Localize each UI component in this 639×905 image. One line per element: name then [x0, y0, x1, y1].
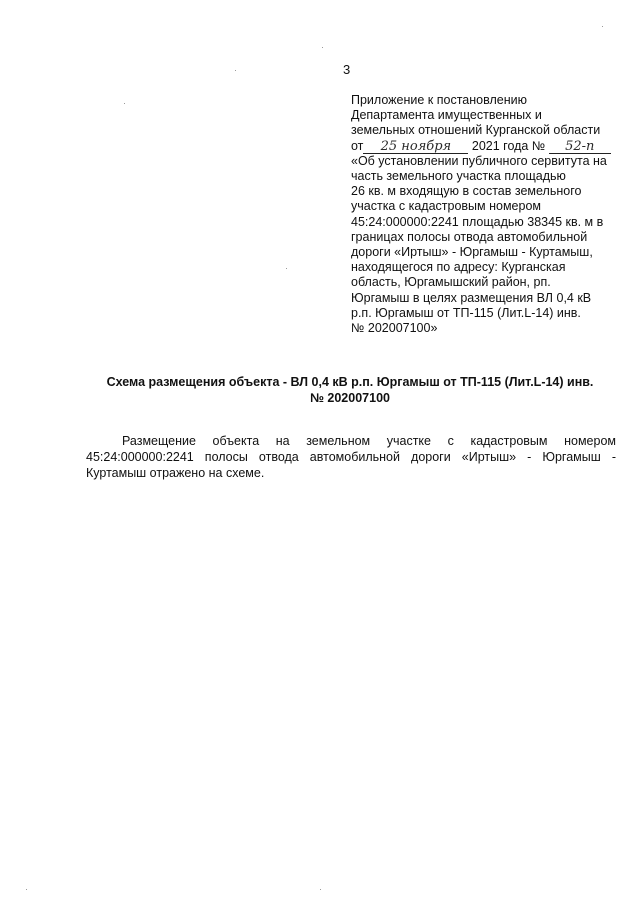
heading-line: Схема размещения объекта - ВЛ 0,4 кВ р.п. Юргамыш от ТП-115 (Лит.L-14) инв. — [106, 375, 594, 389]
annex-date-line — [351, 139, 631, 154]
annex-line: Приложение к постановлению — [351, 93, 527, 107]
annex-title-line: «Об установлении публичного сервитута на — [351, 153, 607, 168]
annex-title-line: область, Юргамышский район, рп. — [351, 275, 551, 290]
annex-title-line: часть земельного участка площадью — [351, 169, 566, 184]
body-line: Куртамыш отражено на схеме. — [86, 466, 265, 480]
annex-title-line: 26 кв. м входящую в состав земельного — [351, 184, 582, 199]
annex-title-line: № 202007100» — [351, 321, 438, 336]
scan-speck — [26, 889, 27, 890]
annex-block — [351, 93, 631, 336]
body-paragraph — [86, 433, 616, 481]
handwritten-date: 25 ноября — [363, 140, 468, 154]
handwritten-number: 52-п — [549, 140, 611, 154]
date-prefix: от — [351, 138, 364, 153]
date-suffix: 2021 года № — [471, 138, 546, 153]
body-line: 45:24:000000:2241 полосы отвода автомобильной дороги «Иртыш» - Юргамыш - — [86, 450, 616, 464]
annex-title-line: р.п. Юргамыш от ТП-115 (Лит.L-14) инв. — [351, 305, 581, 320]
annex-line: земельных отношений Курганской области — [351, 123, 601, 138]
body-line: Размещение объекта на земельном участке с кадастровым номером — [122, 434, 616, 448]
annex-title-line: участка с кадастровым номером — [351, 199, 541, 214]
scan-speck — [320, 889, 321, 890]
annex-title-line: дороги «Иртыш» - Юргамыш - Куртамыш, — [351, 245, 593, 260]
annex-title-line: 45:24:000000:2241 площадью 38345 кв. м в — [351, 214, 604, 229]
scan-speck — [602, 26, 603, 27]
scan-speck — [322, 47, 323, 48]
scan-speck — [235, 70, 236, 71]
scan-speck — [286, 268, 287, 269]
annex-title-line: границах полосы отвода автомобильной — [351, 229, 588, 244]
document-heading — [70, 374, 630, 406]
annex-title-line: Юргамыш в целях размещения ВЛ 0,4 кВ — [351, 290, 592, 305]
page-number: 3 — [343, 62, 351, 77]
annex-title-line: находящегося по адресу: Курганская — [351, 260, 566, 275]
scan-speck — [124, 103, 125, 104]
annex-line: Департамента имущественных и — [351, 108, 542, 123]
heading-line: № 202007100 — [310, 391, 390, 405]
